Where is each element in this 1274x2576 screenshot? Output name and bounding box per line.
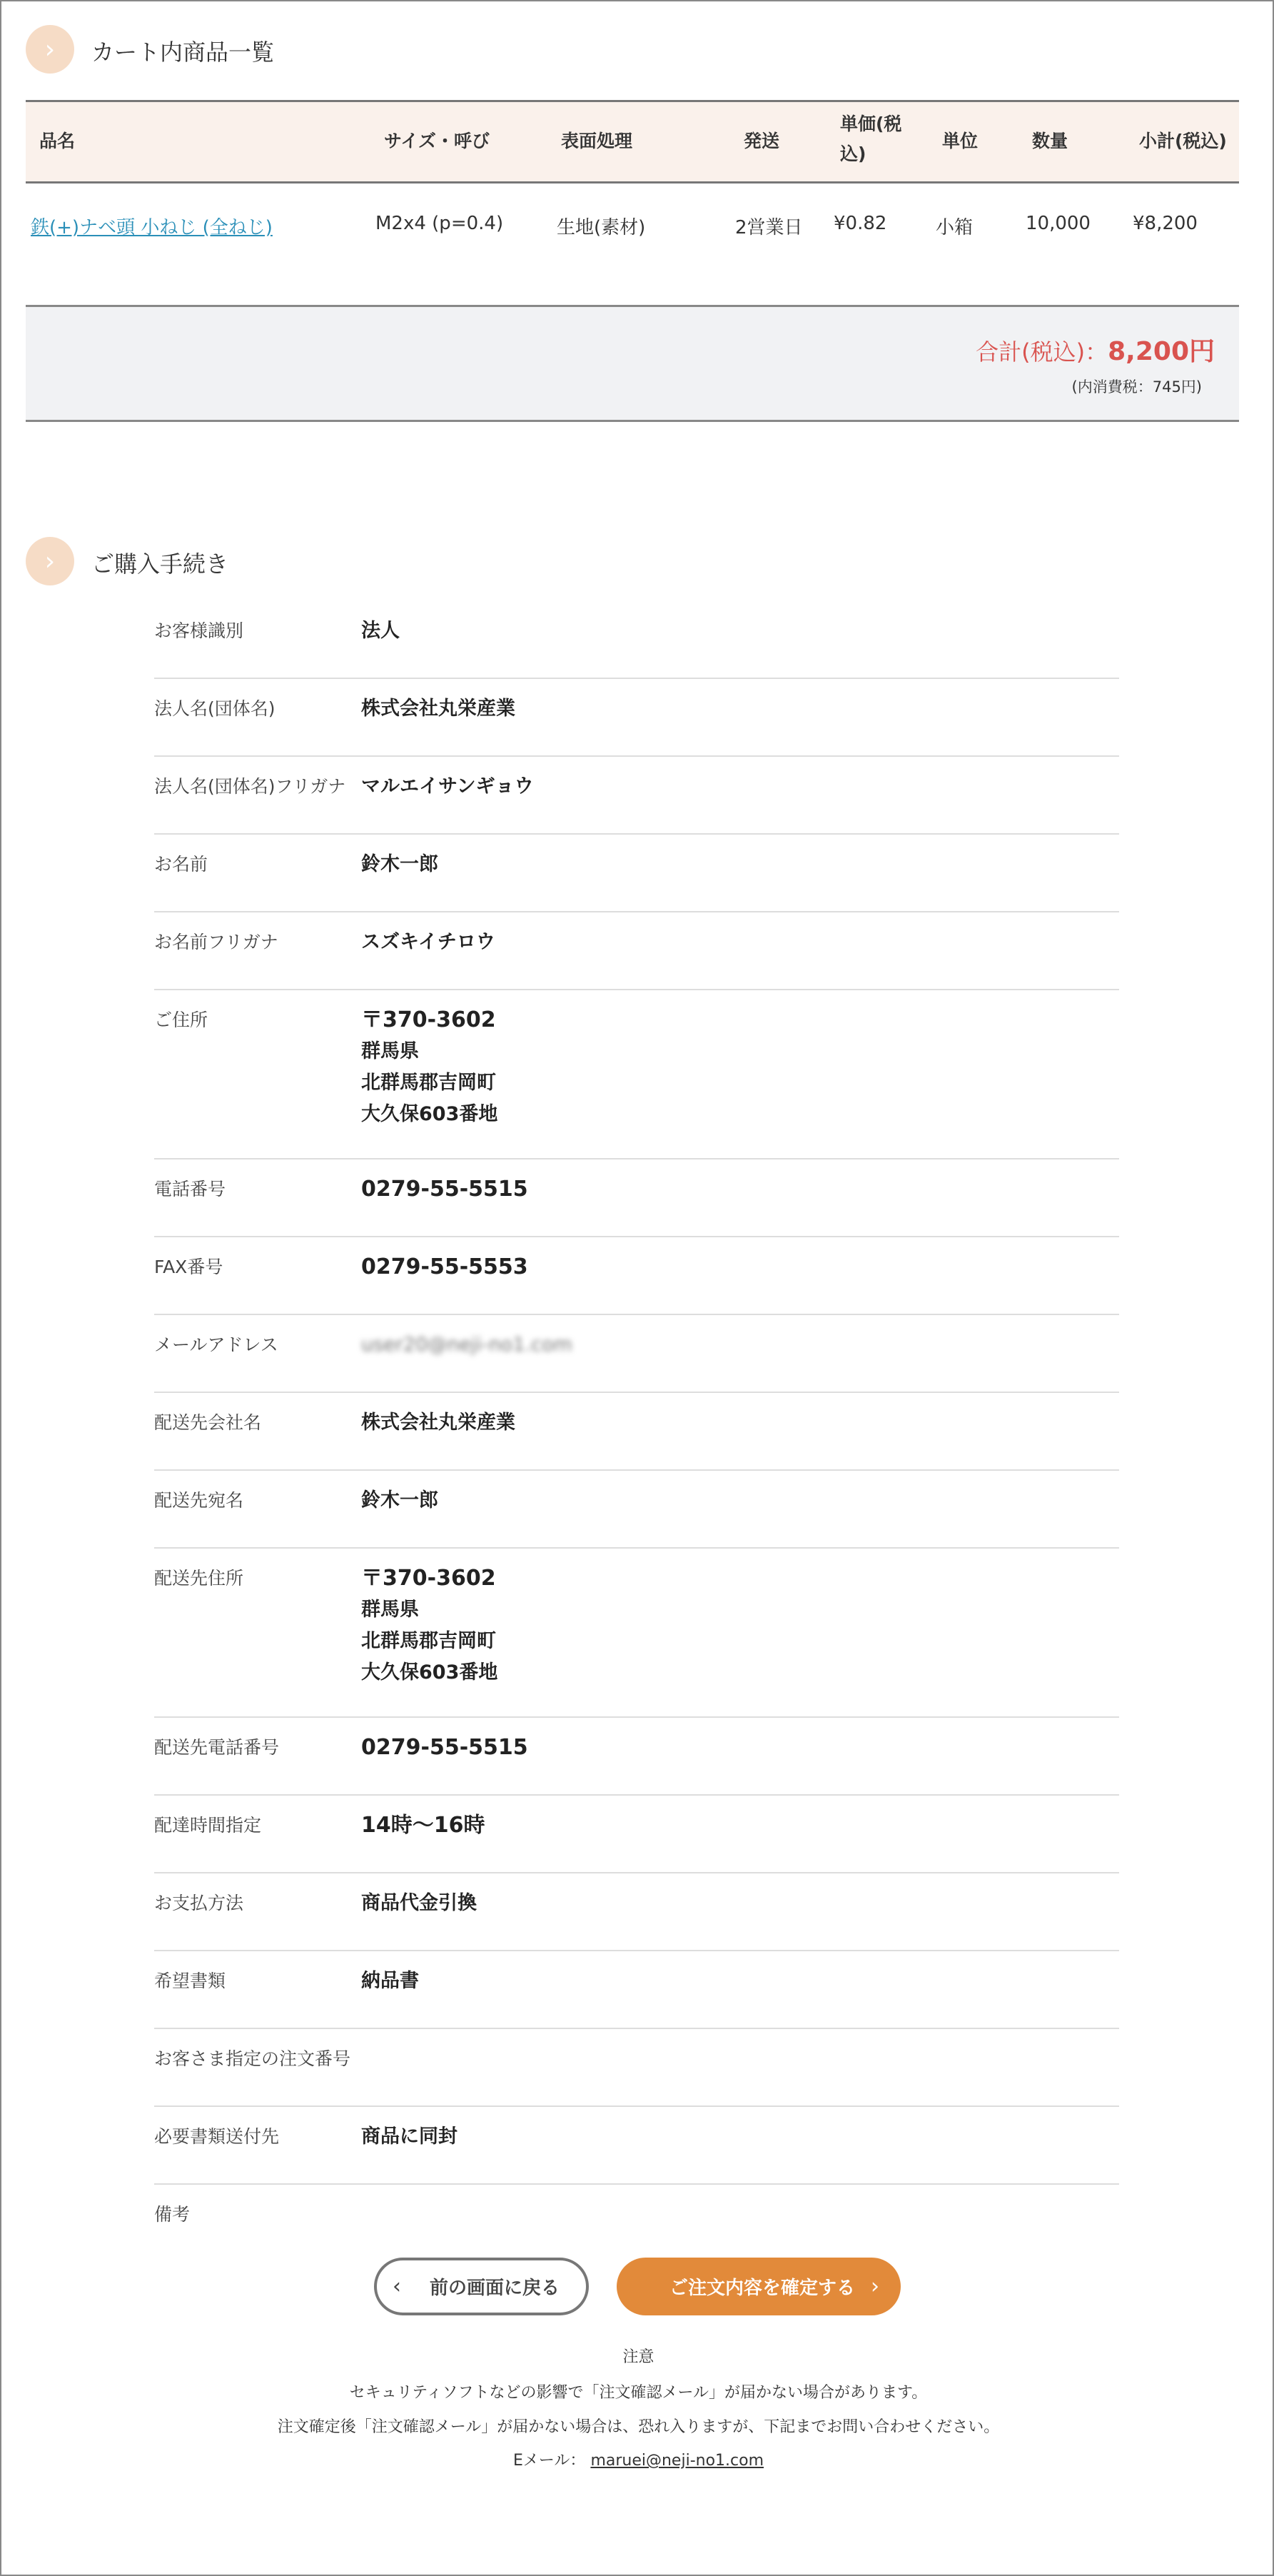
form-row <box>154 1471 1119 1549</box>
row-label: 希望書類 <box>154 1971 226 1991</box>
form-row <box>154 1796 1119 1873</box>
row-label: 配送先宛名 <box>154 1490 244 1511</box>
form-row <box>154 757 1119 835</box>
row-label: FAX番号 <box>154 1257 223 1277</box>
cell-size: M2x4 (p=0.4) <box>375 213 504 234</box>
row-value: 商品代金引換 <box>361 1892 477 1914</box>
row-label: お客様識別 <box>154 620 244 641</box>
row-value: 鈴木一郎 <box>361 1489 438 1511</box>
cell-qty: 10,000 <box>1026 213 1091 234</box>
form-row <box>154 1549 1119 1718</box>
section-title-purchase: ご購入手続き <box>91 550 229 578</box>
row-value: 鈴木一郎 <box>361 853 438 875</box>
row-label: 配達時間指定 <box>154 1815 262 1836</box>
row-value: 0279-55-5553 <box>361 1254 528 1279</box>
row-value: スズキイチロウ <box>361 931 495 953</box>
notice-line-2: 注文確定後「注文確認メール」が届かない場合は、恐れ入りますが、下記までお問い合わせください。 <box>277 2418 1000 2436</box>
th-ship: 発送 <box>744 131 780 151</box>
form-row <box>154 1159 1119 1237</box>
row-label: 備考 <box>154 2204 191 2225</box>
form-row <box>154 1718 1119 1796</box>
row-label: お名前 <box>154 854 208 875</box>
cell-surface: 生地(素材) <box>557 217 646 238</box>
row-value: 法人 <box>361 620 400 642</box>
row-label: 電話番号 <box>154 1179 226 1199</box>
confirm-order-button[interactable]: ご注文内容を確定する › <box>617 2258 901 2315</box>
product-link[interactable]: 鉄(+)ナベ頭 小ねじ (全ねじ) <box>31 217 273 238</box>
chevron-right-icon: › <box>26 25 74 74</box>
row-label: 配送先会社名 <box>154 1412 262 1433</box>
notice-title: 注意 <box>622 2348 654 2366</box>
th-surface: 表面処理 <box>561 131 633 151</box>
row-label: お支払方法 <box>154 1893 244 1913</box>
row-value: 〒370-3602 群馬県 北群馬郡吉岡町 大久保603番地 <box>361 1566 498 1684</box>
row-value: 〒370-3602 群馬県 北群馬郡吉岡町 大久保603番地 <box>361 1007 498 1125</box>
section-title-cart: カート内商品一覧 <box>91 39 275 66</box>
total-amount: 合計(税込)：8,200円 <box>976 337 1215 366</box>
tax-note: (内消費税：745円) <box>1071 378 1202 396</box>
th-name: 品名 <box>39 131 76 151</box>
row-value: 商品に同封 <box>361 2125 457 2148</box>
chevron-right-icon: › <box>871 2274 880 2299</box>
cell-unit: 小箱 <box>936 217 974 238</box>
row-value: マルエイサンギョウ <box>361 775 534 798</box>
row-label: 配送先電話番号 <box>154 1737 280 1758</box>
form-row <box>154 835 1119 912</box>
row-value: 14時〜16時 <box>361 1813 485 1838</box>
row-label: 配送先住所 <box>154 1568 244 1589</box>
row-value: user20@neji-no1.com <box>361 1334 572 1356</box>
form-row <box>154 2029 1119 2107</box>
form-row <box>154 912 1119 990</box>
cell-subtotal: ¥8,200 <box>1133 213 1198 234</box>
cell-unit-price: ¥0.82 <box>834 213 887 234</box>
form-row <box>154 990 1119 1159</box>
row-label: メールアドレス <box>154 1334 278 1355</box>
row-label: 法人名(団体名)フリガナ <box>154 776 346 797</box>
row-value: 納品書 <box>361 1970 419 1992</box>
form-row <box>154 1951 1119 2029</box>
row-value: 0279-55-5515 <box>361 1735 528 1760</box>
form-row <box>154 2107 1119 2185</box>
th-subtotal: 小計(税込) <box>1139 131 1227 151</box>
row-value: 0279-55-5515 <box>361 1177 528 1202</box>
form-row <box>154 1393 1119 1471</box>
th-size: サイズ・呼び <box>384 131 490 151</box>
notice-line-1: セキュリティソフトなどの影響で「注文確認メール」が届かない場合があります。 <box>349 2384 928 2402</box>
cart-total <box>26 305 1239 422</box>
notice-email: Eメール： maruei@neji-no1.com <box>512 2452 764 2470</box>
back-button[interactable]: ‹ 前の画面に戻る <box>374 2258 589 2315</box>
row-label: 必要書類送付先 <box>154 2126 280 2147</box>
form-row <box>154 1315 1119 1393</box>
th-unit-price: 単価(税 込) <box>840 114 902 164</box>
chevron-left-icon: ‹ <box>393 2274 401 2299</box>
form-row <box>154 1237 1119 1315</box>
form-row <box>154 2185 1119 2228</box>
row-label: お客さま指定の注文番号 <box>154 2048 351 2069</box>
row-value: 株式会社丸栄産業 <box>361 1412 515 1434</box>
form-row <box>154 1873 1119 1951</box>
form-row <box>154 679 1119 757</box>
cell-ship: 2営業日 <box>735 217 803 238</box>
chevron-right-icon: › <box>26 537 74 585</box>
row-label: ご住所 <box>154 1010 208 1030</box>
row-label: お名前フリガナ <box>154 932 278 952</box>
row-label: 法人名(団体名) <box>154 698 275 719</box>
form-row <box>154 601 1119 679</box>
th-qty: 数量 <box>1032 131 1068 151</box>
th-unit: 単位 <box>942 131 979 151</box>
email-link[interactable]: maruei@neji-no1.com <box>590 2452 764 2470</box>
cart-table-header <box>26 100 1239 183</box>
row-value: 株式会社丸栄産業 <box>361 698 515 720</box>
